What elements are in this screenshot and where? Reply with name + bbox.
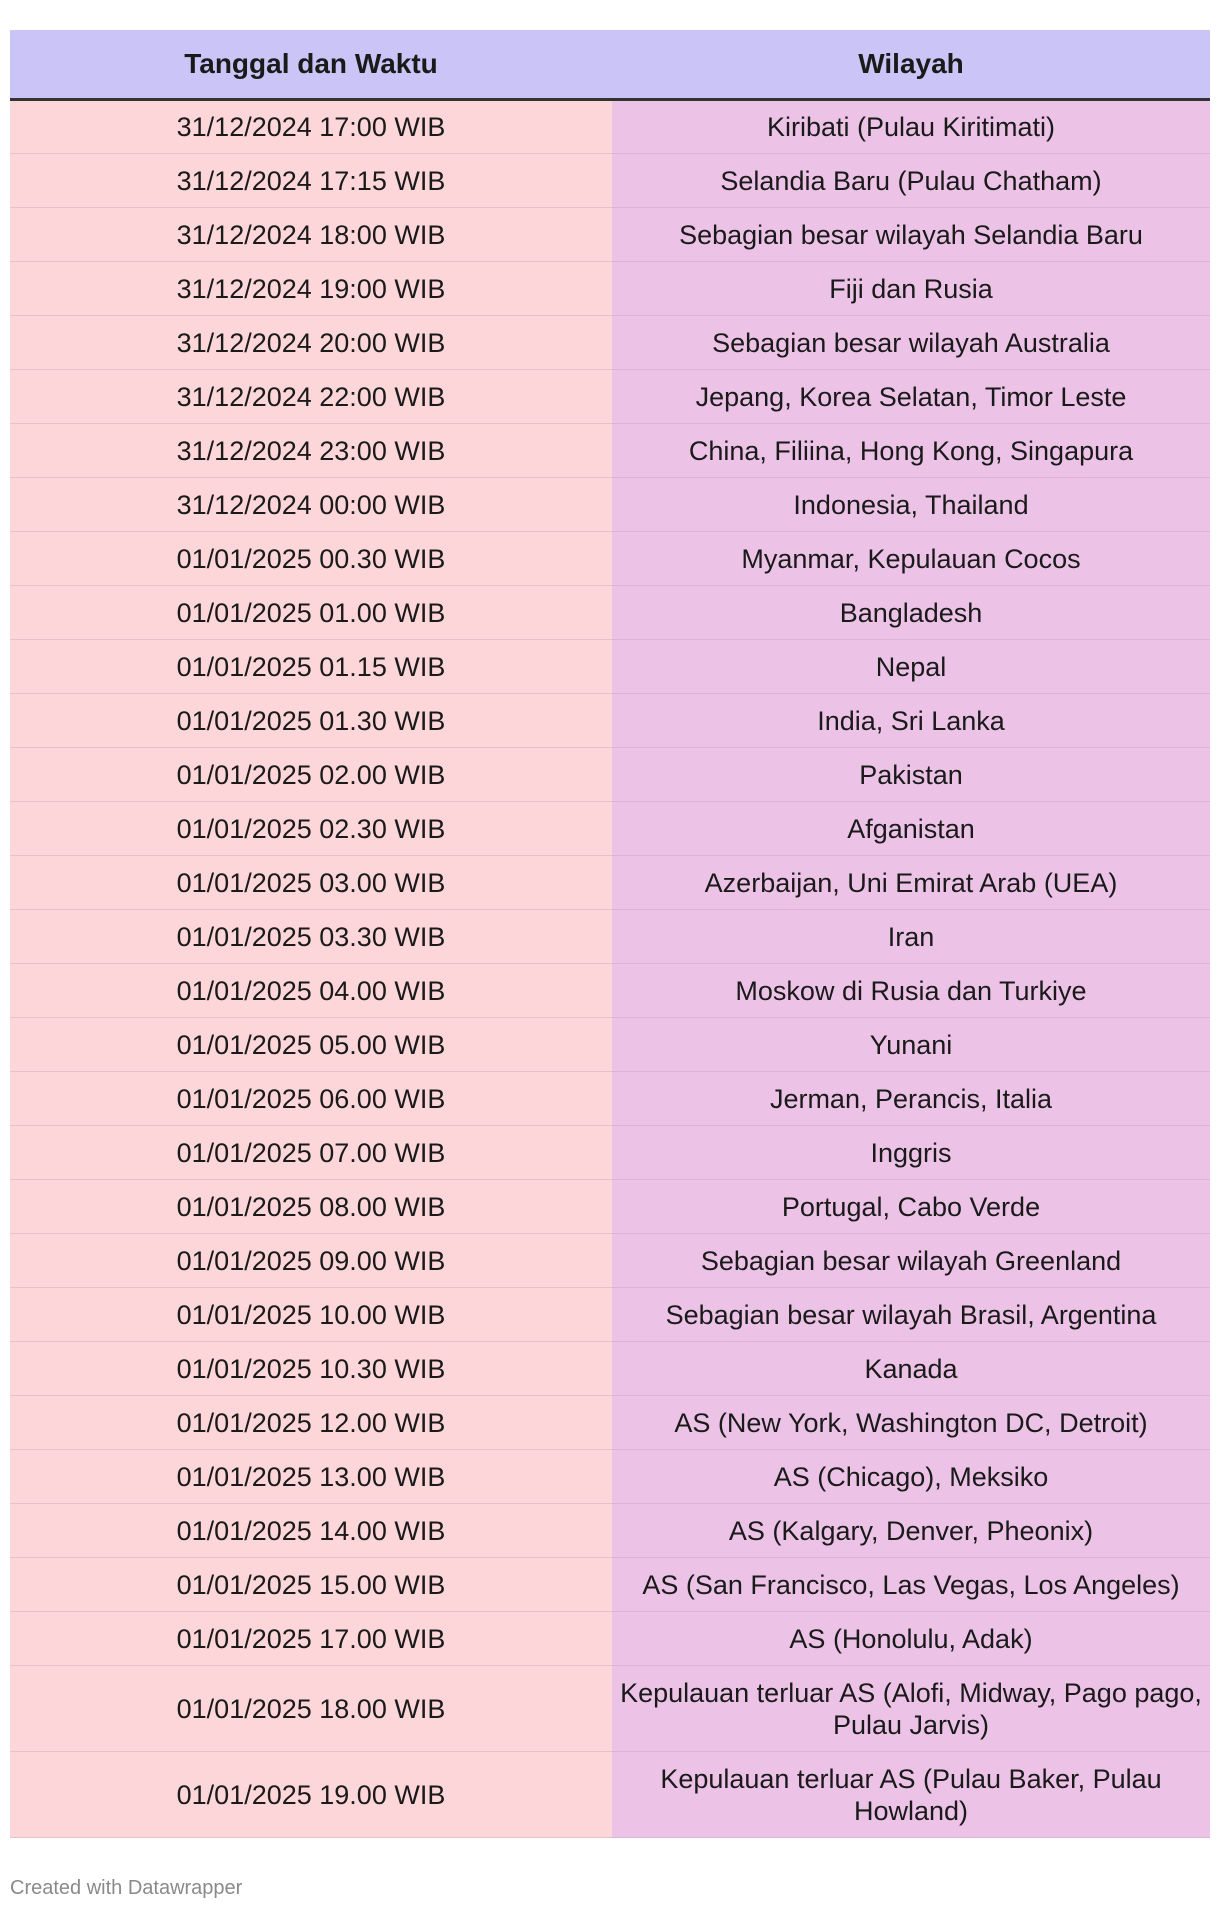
date-time-cell: 01/01/2025 15.00 WIB — [10, 1558, 612, 1612]
data-table — [10, 30, 1210, 1838]
date-time-cell: 31/12/2024 20:00 WIB — [10, 316, 612, 370]
table-row — [10, 1612, 1210, 1666]
table-row — [10, 370, 1210, 424]
column-header-date[interactable]: Tanggal dan Waktu — [10, 30, 612, 100]
table-row — [10, 1018, 1210, 1072]
table-row — [10, 640, 1210, 694]
date-time-cell: 01/01/2025 08.00 WIB — [10, 1180, 612, 1234]
table-row — [10, 1180, 1210, 1234]
table-row — [10, 964, 1210, 1018]
region-cell: India, Sri Lanka — [612, 694, 1210, 748]
date-time-cell: 01/01/2025 19.00 WIB — [10, 1752, 612, 1838]
table-header — [10, 30, 1210, 100]
date-time-cell: 01/01/2025 01.30 WIB — [10, 694, 612, 748]
region-cell: Fiji dan Rusia — [612, 262, 1210, 316]
table-row — [10, 1752, 1210, 1838]
date-time-cell: 31/12/2024 00:00 WIB — [10, 478, 612, 532]
date-time-cell: 31/12/2024 17:00 WIB — [10, 100, 612, 154]
date-time-cell: 01/01/2025 13.00 WIB — [10, 1450, 612, 1504]
table-row — [10, 694, 1210, 748]
table-row — [10, 208, 1210, 262]
region-cell: Afganistan — [612, 802, 1210, 856]
region-cell: Inggris — [612, 1126, 1210, 1180]
date-time-cell: 01/01/2025 01.00 WIB — [10, 586, 612, 640]
region-cell: Sebagian besar wilayah Australia — [612, 316, 1210, 370]
region-cell: AS (New York, Washington DC, Detroit) — [612, 1396, 1210, 1450]
date-time-cell: 31/12/2024 19:00 WIB — [10, 262, 612, 316]
table-row — [10, 1666, 1210, 1752]
region-cell: AS (Honolulu, Adak) — [612, 1612, 1210, 1666]
region-cell: Moskow di Rusia dan Turkiye — [612, 964, 1210, 1018]
table-row — [10, 1288, 1210, 1342]
table-row — [10, 262, 1210, 316]
date-time-cell: 31/12/2024 22:00 WIB — [10, 370, 612, 424]
date-time-cell: 31/12/2024 23:00 WIB — [10, 424, 612, 478]
table-row — [10, 532, 1210, 586]
region-cell: AS (Kalgary, Denver, Pheonix) — [612, 1504, 1210, 1558]
date-time-cell: 01/01/2025 00.30 WIB — [10, 532, 612, 586]
date-time-cell: 01/01/2025 03.30 WIB — [10, 910, 612, 964]
region-cell: Kanada — [612, 1342, 1210, 1396]
date-time-cell: 01/01/2025 02.30 WIB — [10, 802, 612, 856]
datawrapper-credit: Created with Datawrapper — [10, 1877, 243, 1899]
table-row — [10, 1072, 1210, 1126]
date-time-cell: 31/12/2024 18:00 WIB — [10, 208, 612, 262]
table-row — [10, 478, 1210, 532]
region-cell: Jepang, Korea Selatan, Timor Leste — [612, 370, 1210, 424]
date-time-cell: 31/12/2024 17:15 WIB — [10, 154, 612, 208]
table-row — [10, 316, 1210, 370]
data-table-container — [10, 30, 1210, 1838]
table-row — [10, 748, 1210, 802]
date-time-cell: 01/01/2025 12.00 WIB — [10, 1396, 612, 1450]
table-row — [10, 1342, 1210, 1396]
region-cell: Bangladesh — [612, 586, 1210, 640]
table-row — [10, 586, 1210, 640]
date-time-cell: 01/01/2025 06.00 WIB — [10, 1072, 612, 1126]
region-cell: Portugal, Cabo Verde — [612, 1180, 1210, 1234]
region-cell: Myanmar, Kepulauan Cocos — [612, 532, 1210, 586]
header-row — [10, 30, 1210, 100]
region-cell: China, Filiina, Hong Kong, Singapura — [612, 424, 1210, 478]
table-row — [10, 802, 1210, 856]
region-cell: Jerman, Perancis, Italia — [612, 1072, 1210, 1126]
region-cell: AS (San Francisco, Las Vegas, Los Angeles) — [612, 1558, 1210, 1612]
table-row — [10, 100, 1210, 154]
region-cell: Kepulauan terluar AS (Pulau Baker, Pulau Howland) — [612, 1752, 1210, 1838]
table-row — [10, 1450, 1210, 1504]
table-row — [10, 424, 1210, 478]
region-cell: Iran — [612, 910, 1210, 964]
date-time-cell: 01/01/2025 10.00 WIB — [10, 1288, 612, 1342]
region-cell: Sebagian besar wilayah Brasil, Argentina — [612, 1288, 1210, 1342]
region-cell: AS (Chicago), Meksiko — [612, 1450, 1210, 1504]
region-cell: Pakistan — [612, 748, 1210, 802]
date-time-cell: 01/01/2025 14.00 WIB — [10, 1504, 612, 1558]
region-cell: Yunani — [612, 1018, 1210, 1072]
date-time-cell: 01/01/2025 07.00 WIB — [10, 1126, 612, 1180]
region-cell: Sebagian besar wilayah Greenland — [612, 1234, 1210, 1288]
table-row — [10, 1396, 1210, 1450]
date-time-cell: 01/01/2025 03.00 WIB — [10, 856, 612, 910]
date-time-cell: 01/01/2025 09.00 WIB — [10, 1234, 612, 1288]
column-header-region[interactable]: Wilayah — [612, 30, 1210, 100]
region-cell: Nepal — [612, 640, 1210, 694]
region-cell: Azerbaijan, Uni Emirat Arab (UEA) — [612, 856, 1210, 910]
region-cell: Selandia Baru (Pulau Chatham) — [612, 154, 1210, 208]
date-time-cell: 01/01/2025 01.15 WIB — [10, 640, 612, 694]
date-time-cell: 01/01/2025 02.00 WIB — [10, 748, 612, 802]
table-row — [10, 154, 1210, 208]
region-cell: Indonesia, Thailand — [612, 478, 1210, 532]
date-time-cell: 01/01/2025 04.00 WIB — [10, 964, 612, 1018]
region-cell: Sebagian besar wilayah Selandia Baru — [612, 208, 1210, 262]
date-time-cell: 01/01/2025 18.00 WIB — [10, 1666, 612, 1752]
date-time-cell: 01/01/2025 17.00 WIB — [10, 1612, 612, 1666]
table-row — [10, 1504, 1210, 1558]
table-row — [10, 1126, 1210, 1180]
region-cell: Kiribati (Pulau Kiritimati) — [612, 100, 1210, 154]
table-row — [10, 910, 1210, 964]
region-cell: Kepulauan terluar AS (Alofi, Midway, Pago pago, Pulau Jarvis) — [612, 1666, 1210, 1752]
date-time-cell: 01/01/2025 10.30 WIB — [10, 1342, 612, 1396]
date-time-cell: 01/01/2025 05.00 WIB — [10, 1018, 612, 1072]
table-row — [10, 1558, 1210, 1612]
table-row — [10, 1234, 1210, 1288]
table-body — [10, 100, 1210, 1838]
table-row — [10, 856, 1210, 910]
